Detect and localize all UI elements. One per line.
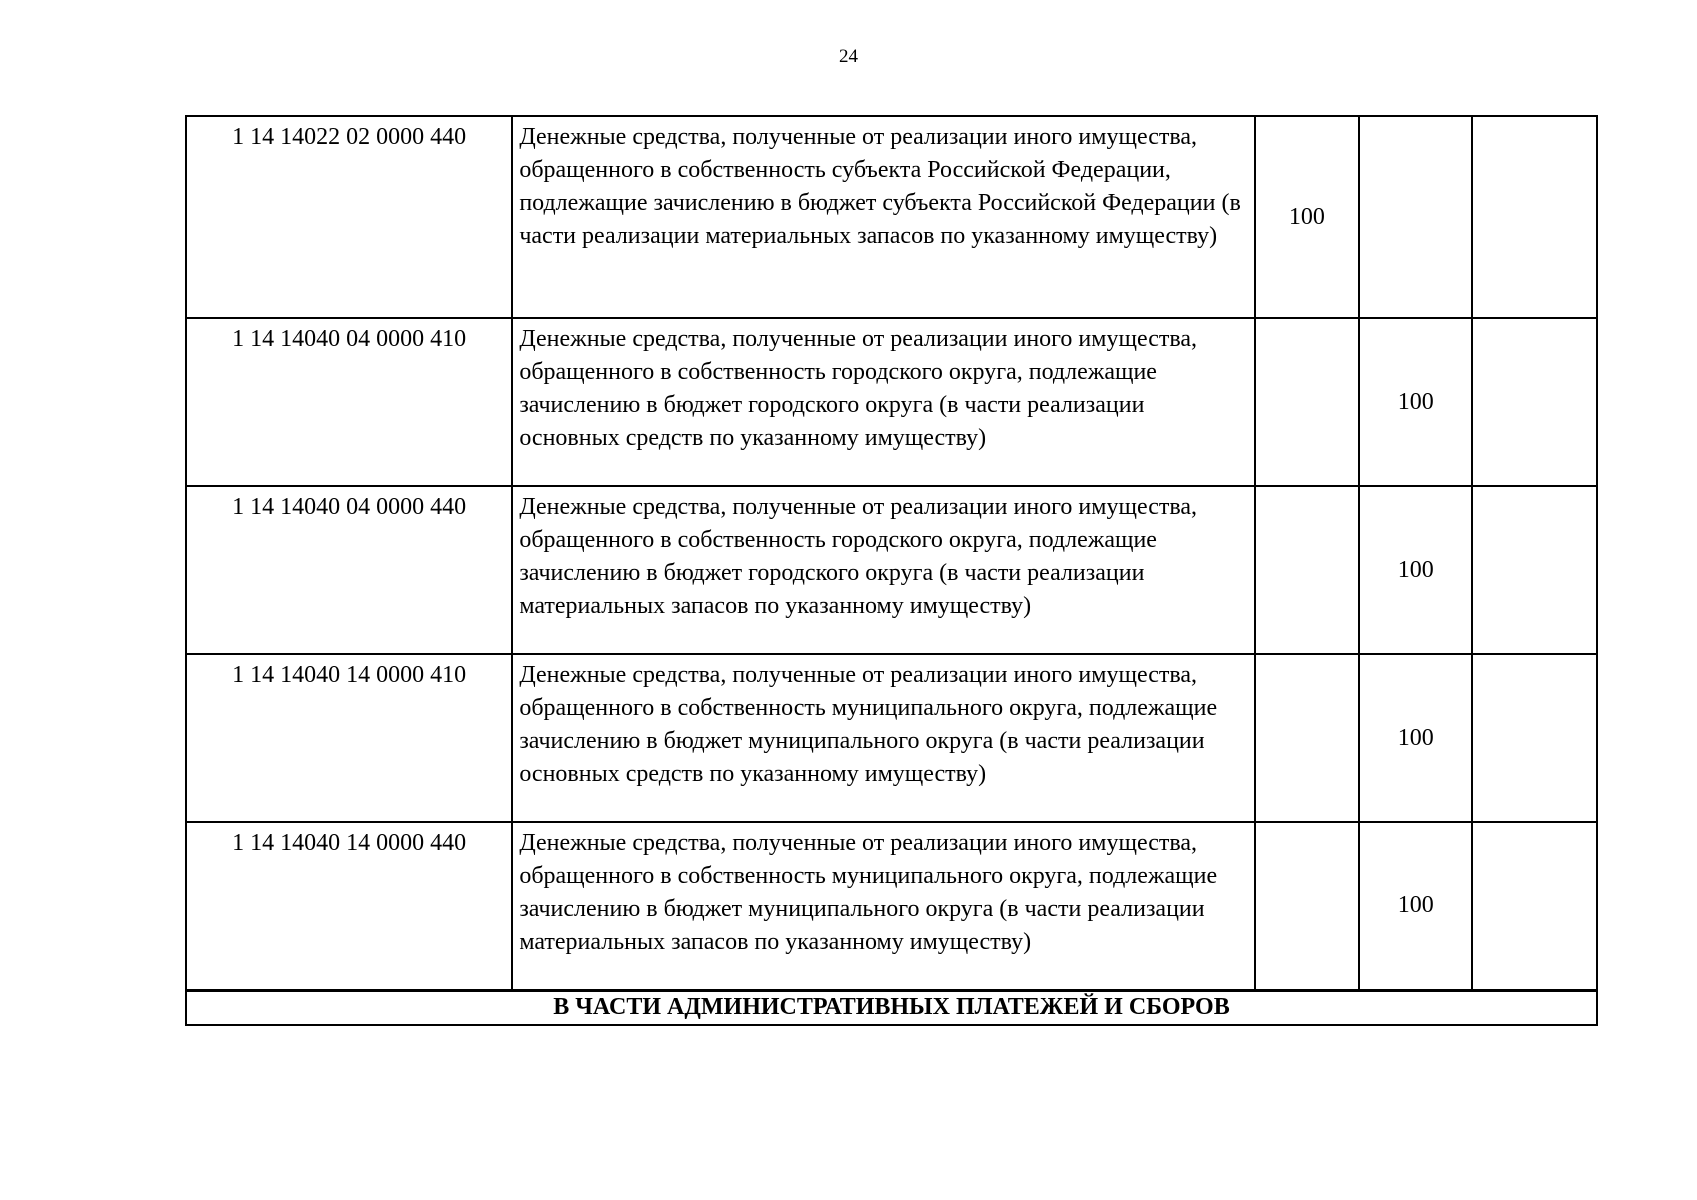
percent-cell-5 [1472,116,1597,318]
table-row [186,822,1597,990]
percent-cell-5 [1472,822,1597,990]
revenue-description-cell: Денежные средства, полученные от реализации иного имущества, обращенного в собственность городского округа, подлежащие зачислению в бюджет городского округа (в части реализации основных средств по указанному имуществу) [512,318,1254,486]
revenue-code-cell: 1 14 14040 04 0000 440 [186,486,512,654]
percent-cell-3 [1255,654,1360,822]
percent-cell-3: 100 [1255,116,1360,318]
percent-cell-3 [1255,822,1360,990]
revenue-code-cell: 1 14 14040 14 0000 440 [186,822,512,990]
revenue-code-cell: 1 14 14040 04 0000 410 [186,318,512,486]
percent-cell-3 [1255,486,1360,654]
revenue-description-cell: Денежные средства, полученные от реализации иного имущества, обращенного в собственность субъекта Российской Федерации, подлежащие зачислению в бюджет субъекта Российской Федерации (в части реализации материальных запасов по указанному имуществу) [512,116,1254,318]
page-number: 24 [839,46,858,67]
percent-cell-4 [1359,116,1472,318]
revenue-code-cell: 1 14 14022 02 0000 440 [186,116,512,318]
percent-cell-5 [1472,318,1597,486]
percent-cell-4: 100 [1359,486,1472,654]
revenue-description-cell: Денежные средства, полученные от реализации иного имущества, обращенного в собственность городского округа, подлежащие зачислению в бюджет городского округа (в части реализации материальных запасов по указанному имуществу) [512,486,1254,654]
percent-cell-3 [1255,318,1360,486]
percent-cell-4: 100 [1359,654,1472,822]
revenue-code-cell: 1 14 14040 14 0000 410 [186,654,512,822]
percent-cell-4: 100 [1359,822,1472,990]
percent-cell-5 [1472,654,1597,822]
percent-cell-4: 100 [1359,318,1472,486]
section-header: В ЧАСТИ АДМИНИСТРАТИВНЫХ ПЛАТЕЖЕЙ И СБОРОВ [186,990,1597,1025]
table-row [186,116,1597,318]
table-row [186,486,1597,654]
section-header-row [186,990,1597,1025]
budget-revenue-table [185,115,1598,1026]
percent-cell-5 [1472,486,1597,654]
revenue-description-cell: Денежные средства, полученные от реализации иного имущества, обращенного в собственность муниципального округа, подлежащие зачислению в бюджет муниципального округа (в части реализации основных средств по указанному имуществу) [512,654,1254,822]
revenue-description-cell: Денежные средства, полученные от реализации иного имущества, обращенного в собственность муниципального округа, подлежащие зачислению в бюджет муниципального округа (в части реализации материальных запасов по указанному имуществу) [512,822,1254,990]
table-row [186,654,1597,822]
table-row [186,318,1597,486]
